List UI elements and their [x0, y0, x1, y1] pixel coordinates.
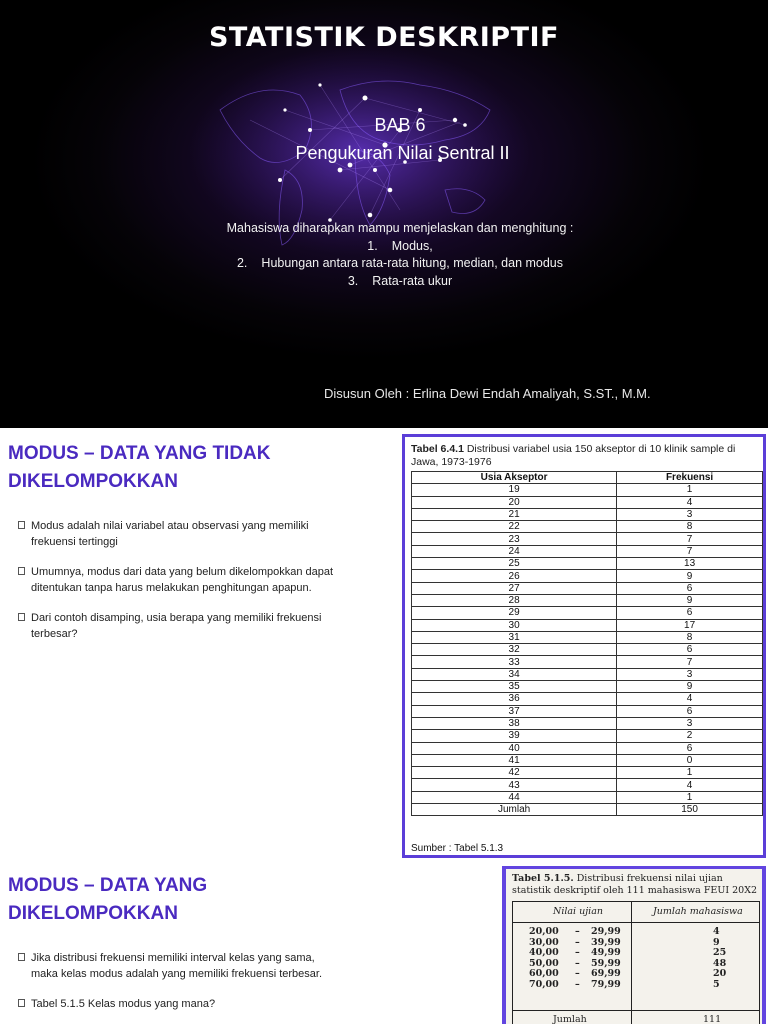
table-header-row	[412, 472, 763, 484]
table-row	[412, 717, 763, 729]
bullet-item: Tabel 5.1.5 Kelas modus yang mana?	[18, 996, 338, 1012]
table-row	[412, 767, 763, 779]
frequency-cell: 17	[617, 619, 763, 631]
frequency-cell: 3	[617, 668, 763, 680]
table-row	[412, 533, 763, 545]
frequency-cell: 9	[617, 681, 763, 693]
frequency-cell: 6	[617, 607, 763, 619]
age-cell: 35	[412, 681, 617, 693]
frequency-cell: 3	[617, 508, 763, 520]
table-row	[412, 742, 763, 754]
grouped-mode-slide	[0, 864, 768, 1024]
age-cell: 43	[412, 779, 617, 791]
frequency-cell: 4	[617, 496, 763, 508]
scanned-table-header	[513, 902, 759, 923]
frequency-cell: 9	[617, 570, 763, 582]
age-cell: 26	[412, 570, 617, 582]
table-row	[412, 754, 763, 766]
chapter-label: BAB 6	[374, 115, 426, 135]
table-row	[412, 484, 763, 496]
age-cell: 25	[412, 558, 617, 570]
bullet-item: Umumnya, modus dari data yang belum dikelompokkan dapat ditentukan tanpa harus melakukan penghitungan apapun.	[18, 564, 336, 596]
scanned-table-row: 60,00 – 69,99 20	[529, 968, 727, 979]
table-row	[412, 668, 763, 680]
table-row	[412, 570, 763, 582]
frequency-cell: 1	[617, 484, 763, 496]
total-divider	[513, 1010, 759, 1011]
column-header: Nilai ujian	[553, 906, 603, 917]
frequency-cell: 13	[617, 558, 763, 570]
scanned-table-row: 50,00 – 59,99 48	[529, 957, 727, 969]
author-credit: Disusun Oleh : Erlina Dewi Endah Amaliyah, S.ST., M.M.	[324, 386, 651, 401]
bullet-square-icon	[18, 521, 25, 529]
age-cell: 27	[412, 582, 617, 594]
age-cell: 33	[412, 656, 617, 668]
age-cell: 30	[412, 619, 617, 631]
frequency-cell: 6	[617, 644, 763, 656]
scanned-table-row: 20,00 – 29,99 4	[529, 926, 720, 937]
table-row	[412, 631, 763, 643]
total-value: 150	[617, 804, 763, 816]
frequency-cell: 6	[617, 742, 763, 754]
table-row	[412, 619, 763, 631]
frequency-cell: 7	[617, 533, 763, 545]
age-cell: 36	[412, 693, 617, 705]
age-cell: 38	[412, 717, 617, 729]
frequency-table-frame	[402, 434, 766, 858]
age-cell: 31	[412, 631, 617, 643]
frequency-cell: 8	[617, 521, 763, 533]
age-cell: 42	[412, 767, 617, 779]
scanned-table-image	[502, 866, 766, 1024]
table-source: Sumber : Tabel 5.1.3	[411, 843, 504, 854]
table-caption: Tabel 6.4.1 Distribusi variabel usia 150 akseptor di 10 klinik sample di Jawa, 1973-1976	[411, 443, 736, 468]
frequency-cell: 3	[617, 717, 763, 729]
age-cell: 40	[412, 742, 617, 754]
frequency-cell: 9	[617, 594, 763, 606]
table-row	[412, 558, 763, 570]
bullet-square-icon	[18, 953, 25, 961]
frequency-cell: 7	[617, 656, 763, 668]
bullet-item: Dari contoh disamping, usia berapa yang memiliki frekuensi terbesar?	[18, 610, 336, 642]
age-cell: 32	[412, 644, 617, 656]
age-cell: 37	[412, 705, 617, 717]
bullet-item: Jika distribusi frekuensi memiliki interval kelas yang sama, maka kelas modus adalah yang memiliki frekuensi terbesar.	[18, 950, 338, 982]
age-cell: 19	[412, 484, 617, 496]
age-cell: 24	[412, 545, 617, 557]
objective-item: 2. Hubungan antara rata-rata hitung, median, dan modus	[236, 256, 564, 270]
table-row	[412, 693, 763, 705]
table-row	[412, 705, 763, 717]
age-cell: 34	[412, 668, 617, 680]
table-row	[412, 508, 763, 520]
table-row	[412, 545, 763, 557]
table-row	[412, 521, 763, 533]
age-cell: 21	[412, 508, 617, 520]
title-slide	[0, 0, 768, 428]
age-cell: 20	[412, 496, 617, 508]
column-header: Usia Akseptor	[412, 472, 617, 484]
table-row	[412, 730, 763, 742]
frequency-cell: 0	[617, 754, 763, 766]
total-label: Jumlah	[412, 804, 617, 816]
table-row	[412, 582, 763, 594]
slide-heading: MODUS – DATA YANG DIKELOMPOKKAN	[8, 875, 208, 924]
table-row	[412, 496, 763, 508]
frequency-cell: 7	[617, 545, 763, 557]
frequency-cell: 8	[617, 631, 763, 643]
table-row	[412, 779, 763, 791]
frequency-cell: 1	[617, 767, 763, 779]
slide-heading: MODUS – DATA YANG TIDAK DIKELOMPOKKAN	[8, 443, 271, 492]
table-row	[412, 681, 763, 693]
ungrouped-mode-slide	[0, 432, 768, 862]
bullet-square-icon	[18, 613, 25, 621]
bullet-square-icon	[18, 567, 25, 575]
chapter-subtitle: Pengukuran Nilai Sentral II	[295, 143, 510, 163]
column-header: Jumlah mahasiswa	[653, 906, 743, 917]
scanned-table-row: 40,00 – 49,99 25	[529, 947, 727, 958]
age-cell: 29	[412, 607, 617, 619]
scanned-table-row: 30,00 – 39,99 9	[529, 936, 720, 948]
age-cell: 39	[412, 730, 617, 742]
frequency-cell: 6	[617, 705, 763, 717]
age-cell: 22	[412, 521, 617, 533]
bullet-square-icon	[18, 999, 25, 1007]
frequency-table	[411, 471, 763, 816]
objective-item: 1. Modus,	[367, 238, 433, 253]
table-row	[412, 607, 763, 619]
bullet-item: Modus adalah nilai variabel atau observasi yang memiliki frekuensi tertinggi	[18, 518, 336, 550]
scanned-table: Nilai ujian Jumlah mahasiswa 20,00 – 29,99 4 30,00 – 39,99 9 40,00 – 49,99 25 50,00 – 59,99 48 60,00 – 69,99 20 70,00 – 79,99 5 Jumlah 111	[512, 901, 760, 1024]
bullet-list	[18, 950, 338, 1024]
frequency-cell: 6	[617, 582, 763, 594]
scanned-table-row: 70,00 – 79,99 5	[529, 978, 720, 990]
objective-item: 3. Rata-rata ukur	[347, 273, 453, 288]
learning-objectives	[0, 220, 768, 290]
age-cell: 23	[412, 533, 617, 545]
age-cell: 41	[412, 754, 617, 766]
frequency-cell: 4	[617, 693, 763, 705]
scanned-table-caption: Tabel 5.1.5. Distribusi frekuensi nilai ujian statistik deskriptif oleh 111 mahasiswa FEUI 20X2	[512, 873, 758, 896]
table-row	[412, 644, 763, 656]
column-header: Frekuensi	[617, 472, 763, 484]
table-row	[412, 791, 763, 803]
frequency-cell: 2	[617, 730, 763, 742]
objectives-intro: Mahasiswa diharapkan mampu menjelaskan dan menghitung :	[226, 221, 574, 235]
table-total-row	[412, 804, 763, 816]
frequency-cell: 4	[617, 779, 763, 791]
age-cell: 28	[412, 594, 617, 606]
table-row	[412, 594, 763, 606]
slide-title: STATISTIK DESKRIPTIF	[208, 22, 560, 53]
bullet-list	[18, 518, 336, 656]
age-cell: 44	[412, 791, 617, 803]
table-row	[412, 656, 763, 668]
frequency-cell: 1	[617, 791, 763, 803]
